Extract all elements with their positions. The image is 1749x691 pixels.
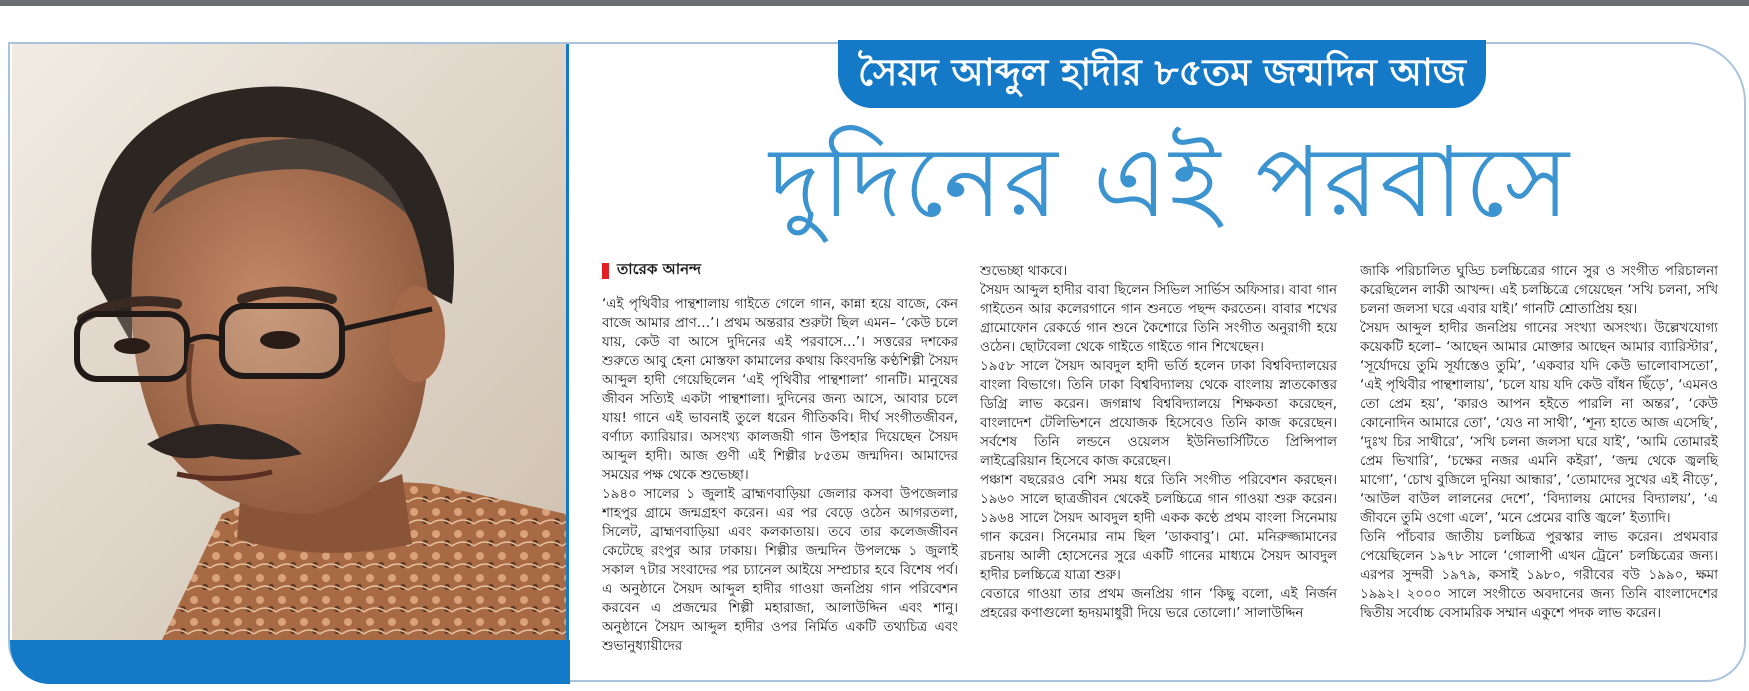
article-column-1 — [602, 295, 958, 677]
article-column-2 — [980, 262, 1337, 674]
paragraph: জাকি পরিচালিত ঘুড্ডি চলচ্চিত্রের গানে সুর ও সংগীত পরিচালনা করেছিলেন লাকী আখন্দ। এই চলচ্চিত্রে গেয়েছেন ‘সখি চলনা, সখি চলনা জলসা ঘরে এবার যাই।’ গানটি শ্রোতাপ্রিয় হয়। — [1360, 264, 1718, 317]
paragraph: শুভেচ্ছা থাকবে। — [980, 264, 1068, 279]
kicker-banner: সৈয়দ আব্দুল হাদীর ৮৫তম জন্মদিন আজ — [838, 40, 1486, 108]
singer-portrait-photo — [12, 44, 566, 640]
paragraph: সৈয়দ আব্দুল হাদীর বাবা ছিলেন সিভিল সার্ভিস অফিসার। বাবা গান গাইতেন আর কলেরগানে গান শুনতে পছন্দ করতেন। বাবার শখের গ্রামোফোন রেকর্ডে গান শুনে কৈশোরে তিনি সংগীত অনুরাগী হয়ে ওঠেন। ছোটবেলা থেকে গাইতে গাইতে গান শিখেছেন। — [980, 283, 1337, 355]
paragraph: বেতারে গাওয়া তার প্রথম জনপ্রিয় গান ‘কিছু বলো, এই নির্জন প্রহরের কণাগুলো হৃদয়মাধুরী দিয়ে ভরে তোলো।’ সালাউদ্দিন — [980, 587, 1337, 621]
byline — [602, 258, 701, 283]
paragraph: তিনি পাঁচবার জাতীয় চলচ্চিত্র পুরস্কার লাভ করেন। প্রথমবার পেয়েছিলেন ১৯৭৮ সালে ‘গোলাপী এখন ট্রেনে’ চলচ্চিত্রের জন্য। এরপর সুন্দরী ১৯৭৯, কসাই ১৯৮০, গরীবের বউ ১৯৯০, ক্ষমা ১৯৯২। ২০০০ সালে সংগীতে অবদানের জন্য তিনি বাংলাদেশের দ্বিতীয় সর্বোচ্চ বেসামরিক সম্মান একুশে পদক লাভ করেন। — [1360, 530, 1718, 621]
photo-divider — [566, 44, 569, 684]
byline-marker-icon — [602, 263, 609, 279]
byline-author: তারেক আনন্দ — [617, 260, 702, 278]
headline: দুদিনের এই পরবাসে — [768, 126, 1572, 240]
paragraph: সৈয়দ আব্দুল হাদীর জনপ্রিয় গানের সংখ্যা অসংখ্য। উল্লেখযোগ্য কয়েকটি হলো– ‘আছেন আমার মোক্তার আছেন আমার ব্যারিস্টার’, ‘সূর্যোদয়ে তুমি সূর্যাস্তেও তুমি’, ‘একবার যদি কেউ ভালোবাসতো’, ‘এই পৃথিবীর পান্থশালায়’, ‘চলে যায় যদি কেউ বাঁধন ছিঁড়ে’, ‘এমনও তো প্রেম হয়’, ‘কারও আপন হইতে পারলি না অন্তর’, ‘কেউ কোনোদিন আমারে তো’, ‘যেও না সাথী’, ‘শূন্য হাতে আজ এসেছি’, ‘দুঃখ চির সাথীরে’, ‘সখি চলনা জলসা ঘরে যাই’, ‘আমি তোমারই প্রেম ভিখারি’, ‘চক্ষের নজর এমনি কইরা’, ‘জন্ম থেকে জ্বলছি মাগো’, ‘চোখ বুজিলে দুনিয়া আন্ধার’, ‘তোমাদের সুখের এই নীড়ে’, ‘আউল বাউল লালনের দেশে’, ‘বিদ্যালয় মোদের বিদ্যালয়’, ‘এ জীবনে তুমি ওগো এলে’, ‘মনে প্রেমের বাত্তি জ্বলে’ ইত্যাদি। — [1360, 321, 1718, 526]
paragraph: ‘এই পৃথিবীর পান্থশালায় গাইতে গেলে গান, কান্না হয়ে বাজে, কেন বাজে আমার প্রাণ…’। প্রথম অন্তরার শুরুটা ছিল এমন– ‘কেউ চলে যায়, কেউ বা আসে দুদিনের এই পরবাসে…’। সত্তরের দশকের শুরুতে আবু হেনা মোস্তফা কামালের কথায় কিংবদন্তি কণ্ঠশিল্পী সৈয়দ আব্দুল হাদী গেয়েছিলেন ‘এই পৃথিবীর পান্থশালা’ গানটি। মানুষের জীবন সত্যিই একটা পান্থশালা। দুদিনের জন্য আসে, আবার চলে যায়! গানে এই ভাবনাই তুলে ধরেন গীতিকবি। দীর্ঘ সংগীতজীবন, বর্ণাঢ্য ক্যারিয়ার। অসংখ্য কালজয়ী গান উপহার দিয়েছেন সৈয়দ আব্দুল হাদী। আজ গুণী এই শিল্পীর ৮৫তম জন্মদিন। আমাদের সময়ের পক্ষ থেকে শুভেচ্ছা। — [602, 297, 958, 483]
paragraph: পঞ্চাশ বছরেরও বেশি সময় ধরে তিনি সংগীত পরিবেশন করছেন। ১৯৬০ সালে ছাত্রজীবন থেকেই চলচ্চিত্রে গান গাওয়া শুরু করেন। ১৯৬৪ সালে সৈয়দ আবদুল হাদী একক কণ্ঠে প্রথম বাংলা সিনেমায় গান করেন। সিনেমার নাম ছিল ‘ডাকবাবু’। মো. মনিরুজ্জামানের রচনায় আলী হোসেনের সুরে একটি গানের মাধ্যমে সৈয়দ আবদুল হাদীর চলচ্চিত্রে যাত্রা শুরু। — [980, 473, 1337, 583]
bottom-accent-band — [10, 640, 570, 684]
article-column-3 — [1360, 262, 1718, 674]
paragraph: ১৯৫৮ সালে সৈয়দ আবদুল হাদী ভর্তি হলেন ঢাকা বিশ্ববিদ্যালয়ের বাংলা বিভাগে। তিনি ঢাকা বিশ্ববিদ্যালয় থেকে বাংলায় স্নাতকোত্তর ডিগ্রি লাভ করেন। জগন্নাথ বিশ্ববিদ্যালয়ে শিক্ষকতা করেছেন, বাংলাদেশ টেলিভিশনে প্রযোজক হিসেবেও তিনি কাজ করেছেন। সর্বশেষ তিনি লন্ডনে ওয়েলস ইউনিভার্সিটিতে প্রিন্সিপাল লাইব্রেরিয়ান হিসেবে কাজ করেছেন। — [980, 359, 1337, 469]
top-rule — [0, 0, 1749, 6]
paragraph: ১৯৪০ সালের ১ জুলাই ব্রাহ্মণবাড়িয়া জেলার কসবা উপজেলার শাহপুর গ্রামে জন্মগ্রহণ করেন। এর পর বেড়ে ওঠেন আগরতলা, সিলেট, ব্রাহ্মণবাড়িয়া এবং কলকাতায়। তবে তার কলেজজীবন কেটেছে রংপুর আর ঢাকায়। শিল্পীর জন্মদিন উপলক্ষে ১ জুলাই সকাল ৭টার সংবাদের পর চ্যানেল আইয়ে সম্প্রচার হবে বিশেষ পর্ব। এ অনুষ্ঠানে সৈয়দ আব্দুল হাদীর গাওয়া জনপ্রিয় গান পরিবেশন করবেন এ প্রজন্মের শিল্পী মহারাজা, আলাউদ্দিন এবং শানু। অনুষ্ঠানে সৈয়দ আব্দুল হাদীর ওপর নির্মিত একটি তথ্যচিত্র এবং শুভানুধ্যায়ীদের — [602, 487, 958, 654]
